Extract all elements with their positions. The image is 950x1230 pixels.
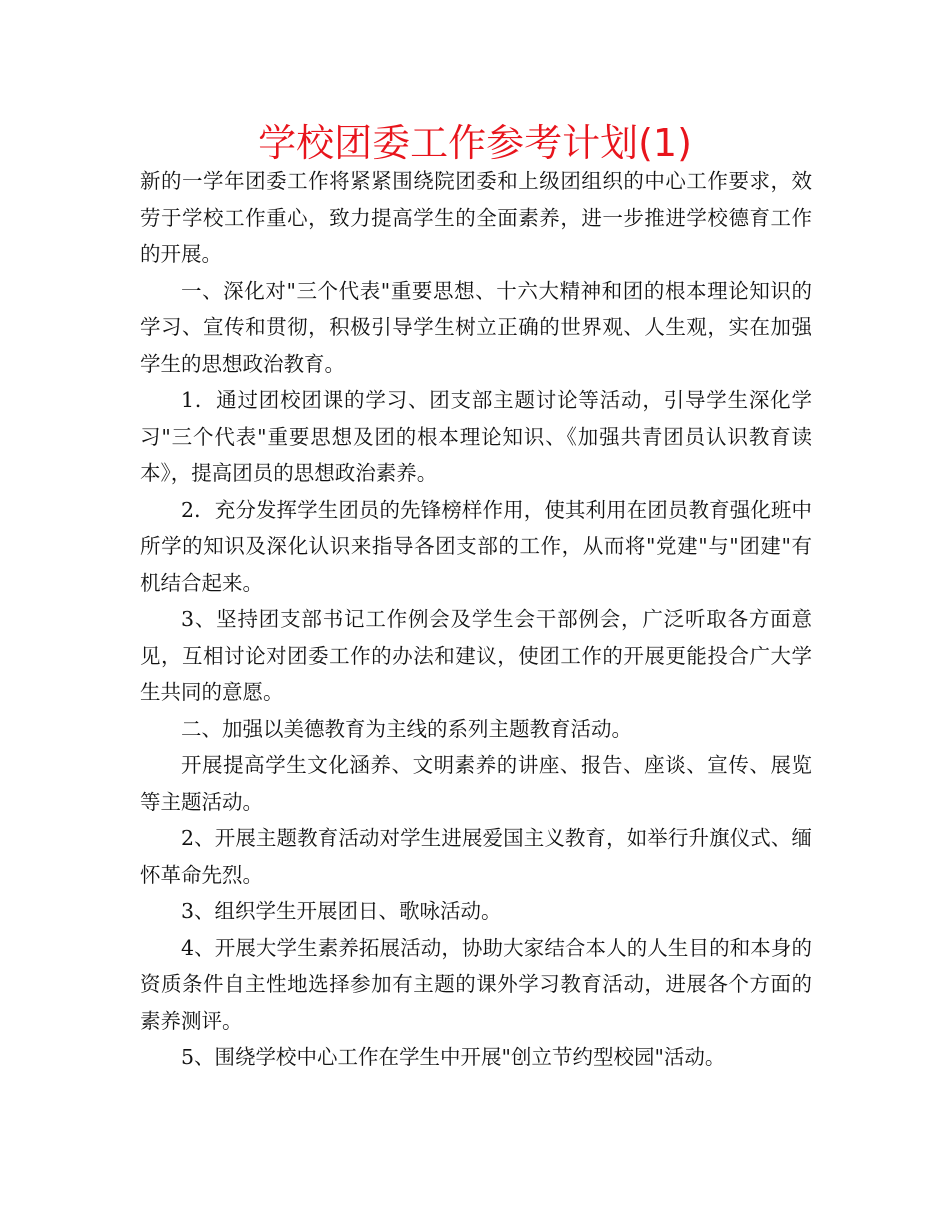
- section-two-heading: 二、加强以美德教育为主线的系列主题教育活动。: [181, 716, 632, 741]
- document-title: 学校团委工作参考计划(1): [258, 121, 692, 165]
- section-one-heading: 一、深化对"三个代表"重要思想、十六大精神和团的根本理论知识的学习、宣传和贯彻，积极引导学生树立正确的世界观、人生观，实在加强学生的思想政治教育。: [140, 278, 812, 376]
- section-two-item-3: 3、组织学生开展团日、歌咏活动。: [181, 899, 502, 923]
- intro-paragraph: 新的一学年团委工作将紧紧围绕院团委和上级团组织的中心工作要求，效劳于学校工作重心，致力提高学生的全面素养，进一步推进学校德育工作的开展。: [140, 169, 812, 266]
- section-two-item-2: 2、开展主题教育活动对学生进展爱国主义教育，如举行升旗仪式、缅怀革命先烈。: [140, 826, 812, 887]
- section-two-item-4: 4、开展大学生素养拓展活动，协助大家结合本人的人生目的和本身的资质条件自主性地选择参加有主题的课外学习教育活动，进展各个方面的素养测评。: [140, 935, 812, 1033]
- section-one-item-1: 1．通过团校团课的学习、团支部主题讨论等活动，引导学生深化学习"三个代表"重要思想及团的根本理论知识、《加强共青团员认识教育读本》，提高团员的思想政治素养。: [140, 388, 812, 485]
- section-two-intro: 开展提高学生文化涵养、文明素养的讲座、报告、座谈、宣传、展览等主题活动。: [140, 753, 812, 814]
- section-one-item-3: 3、坚持团支部书记工作例会及学生会干部例会，广泛听取各方面意见，互相讨论对团委工作的办法和建议，使团工作的开展更能投合广大学生共同的意愿。: [140, 607, 812, 704]
- document-body: [140, 163, 812, 1076]
- section-one-item-2: 2．充分发挥学生团员的先锋榜样作用，使其利用在团员教育强化班中所学的知识及深化认识来指导各团支部的工作，从而将"党建"与"团建"有机结合起来。: [140, 497, 812, 595]
- section-two-item-5: 5、围绕学校中心工作在学生中开展"创立节约型校园"活动。: [181, 1045, 726, 1069]
